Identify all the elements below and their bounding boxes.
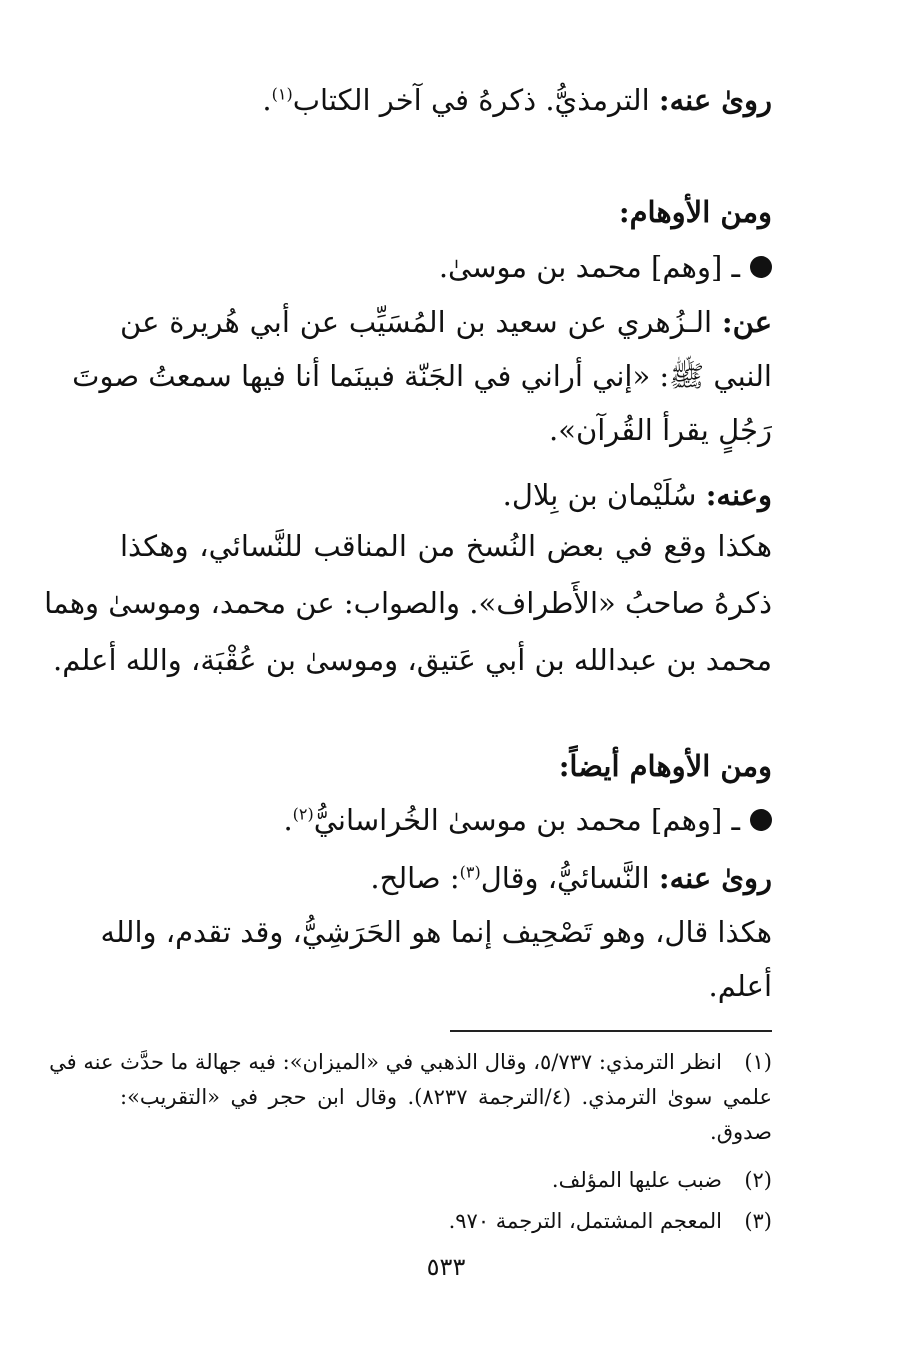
footnote-2 (120, 1163, 772, 1197)
paragraph-line: هكذا وقع في بعض النُسخ من المناقب للنَّسائي، وهكذا (120, 529, 772, 563)
line-end: . (262, 83, 272, 117)
paragraph-line: أعلم. (708, 969, 772, 1003)
paragraph-line: النبي ﷺ: «إني أراني في الجَنّة فبينَما أنا فيها سمعتُ صوتَ (72, 359, 772, 393)
footnote-divider (450, 1030, 772, 1032)
footnote-ref-3: (٣) (459, 862, 481, 882)
section-heading-1: ومن الأوهام: (618, 195, 772, 229)
footnote-3 (120, 1204, 772, 1238)
footnote-text: انظر الترمذي: ٥/٧٣٧، وقال الذهبي في «الميزان»: فيه جهالة ما حدَّث عنه في (49, 1050, 722, 1074)
entry-line-1 (120, 247, 772, 287)
student-line (120, 475, 772, 515)
footnote-text: ضبب عليها المؤلف. (551, 1168, 722, 1192)
narrator-label-2: رویٰ عنه: (658, 861, 772, 895)
bullet-icon (750, 809, 772, 831)
narrator-line-2 (120, 858, 772, 898)
footnote-number: (٣) (744, 1209, 772, 1233)
footnote-number: (١) (744, 1050, 772, 1074)
paragraph-line: ذكرهُ صاحبُ «الأَطراف». والصواب: عن محمد، وموسىٰ وهما (44, 586, 772, 620)
footnote-ref-1: (١) (271, 84, 293, 104)
line-end: . (283, 803, 293, 837)
page-number: ٥٣٣ (426, 1253, 466, 1281)
footnote-number: (٢) (744, 1168, 772, 1192)
footnote-ref-2: (٢) (292, 804, 314, 824)
student-text: سُلَيْمان بن بِلال. (502, 478, 697, 512)
narrator-text-2b: : صالح. (370, 861, 460, 895)
entry-line-2 (120, 800, 772, 840)
paragraph-line (120, 302, 772, 342)
narrator-text: الترمذيُّ. ذكرهُ في آخر الكتاب (292, 83, 650, 117)
paragraph-line: محمد بن عبدالله بن أبي عَتيق، وموسىٰ بن عُقْبَة، والله أعلم. (53, 643, 772, 677)
footnote-text: صدوق. (710, 1120, 772, 1144)
footnote-text: المعجم المشتمل، الترجمة ٩٧٠. (448, 1209, 722, 1233)
student-label: وعنه: (705, 478, 772, 512)
narrator-label: رویٰ عنه: (658, 83, 772, 117)
narrator-text-2a: النَّسائيُّ، وقال (480, 861, 650, 895)
entry-text-2: ـ [وهم] محمد بن موسىٰ الخُراسانيُّ (313, 803, 740, 837)
bullet-icon (750, 256, 772, 278)
section-heading-2: ومن الأوهام أيضاً: (558, 749, 772, 783)
book-page (44, 0, 773, 1348)
footnote-1 (49, 1045, 772, 1155)
from-label: عن: (721, 305, 773, 339)
footnote-text: علمي سوىٰ الترمذي. (٤/الترجمة ٨٢٣٧). وقال ابن حجر في «التقريب»: (120, 1085, 772, 1109)
narrator-line (120, 80, 772, 120)
entry-text-1: ـ [وهم] محمد بن موسىٰ. (438, 250, 740, 284)
paragraph-line: رَجُلٍ يقرأ القُرآن». (548, 413, 772, 447)
paragraph-line: هكذا قال، وهو تَصْحِيف إنما هو الحَرَشِيُّ، وقد تقدم، والله (100, 915, 772, 949)
from-text: الـزُهري عن سعيد بن المُسَيِّب عن أبي هُريرة عن (120, 305, 713, 339)
